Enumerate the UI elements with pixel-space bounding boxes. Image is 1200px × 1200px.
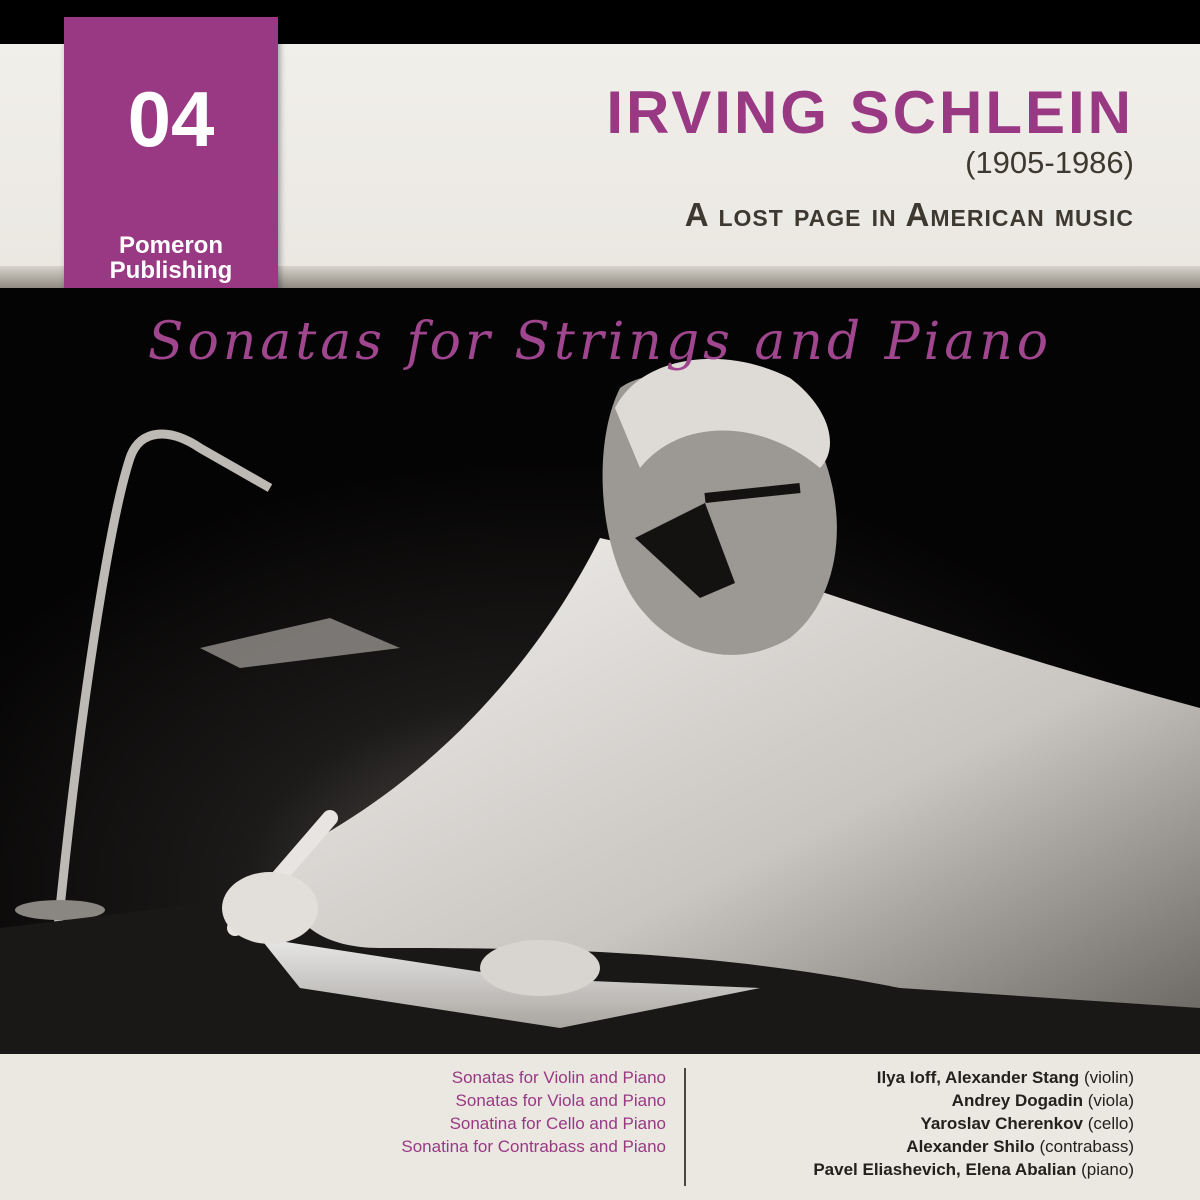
performer-role: (piano)	[1081, 1160, 1134, 1179]
album-title: Sonatas for Strings and Piano	[147, 312, 1053, 372]
work-item: Sonatina for Cello and Piano	[449, 1114, 666, 1133]
performer-role: (viola)	[1087, 1091, 1134, 1110]
performer-names: Pavel Eliashevich, Elena Abalian	[813, 1160, 1077, 1179]
publisher-line-2: Publishing	[109, 257, 233, 284]
performers-list	[813, 1066, 1134, 1181]
performer-item	[813, 1112, 1134, 1135]
performer-item	[813, 1089, 1134, 1112]
work-item: Sonatas for Viola and Piano	[455, 1091, 666, 1110]
work-item: Sonatas for Violin and Piano	[451, 1068, 666, 1087]
performer-item	[813, 1066, 1134, 1089]
performer-names: Ilya Ioff, Alexander Stang	[876, 1068, 1080, 1087]
performer-names: Alexander Shilo	[906, 1137, 1035, 1156]
catalog-number: 04	[127, 75, 215, 163]
publisher-name	[64, 233, 278, 283]
performer-role: (cello)	[1087, 1114, 1134, 1133]
performer-role: (violin)	[1083, 1068, 1134, 1087]
performer-names: Andrey Dogadin	[951, 1091, 1083, 1110]
composer-dates: (1905-1986)	[965, 145, 1134, 180]
credits-panel	[0, 1054, 1200, 1200]
performer-item	[813, 1158, 1134, 1181]
composer-name: IRVING SCHLEIN	[606, 79, 1134, 146]
publisher-line-1: Pomeron	[118, 232, 223, 259]
photo-illustration	[0, 288, 1200, 1054]
performer-item	[813, 1135, 1134, 1158]
catalog-label	[64, 17, 278, 288]
composer-photo	[0, 288, 1200, 1054]
series-subtitle: A lost page in American music	[684, 196, 1134, 233]
work-item: Sonatina for Contrabass and Piano	[401, 1137, 666, 1156]
credits-divider	[684, 1068, 686, 1186]
performer-names: Yaroslav Cherenkov	[920, 1114, 1083, 1133]
works-list	[401, 1066, 666, 1158]
performer-role: (contrabass)	[1039, 1137, 1134, 1156]
